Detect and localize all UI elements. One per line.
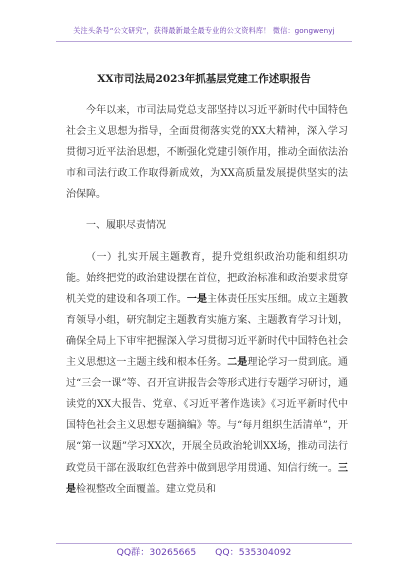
emphasis-label: 一是 <box>186 293 208 305</box>
footer-contact <box>0 544 408 558</box>
body-paragraph <box>66 247 348 500</box>
document-title: XX市司法局2023年抓基层党建工作述职报告 <box>97 73 311 85</box>
section-heading: 一、履职尽责情况 <box>86 220 166 232</box>
qq-group-number: QQ群：30265665 <box>116 547 197 558</box>
paragraph-text: （一）扎实开展主题教育，提升党组织政治功能和组织功能。始终把党的政治建设摆在首位，把政治标准和政治要求贯穿机关党的建设和各项工作。 <box>66 251 348 305</box>
qq-number: QQ：535304092 <box>215 547 292 558</box>
header-promo-note: 关注头条号“公文研究”，获得最新最全最专业的公文资料库！ 微信：gongwenyj <box>73 26 335 35</box>
header-divider <box>56 41 352 42</box>
paragraph-text: 主体责任压实压细。成立主题教育领导小组，研究制定主题教育实施方案、主题教育学习计划，确保全局上下审牢把握深入学习贯彻习近平新时代中国特色社会主义思想这一主题主线和根本任务。 <box>66 293 349 369</box>
emphasis-label: 三是 <box>66 462 348 495</box>
paragraph-text: 理论学习一贯到底。通过“三会一课”等、召开宣讲报告会等形式进行专题学习研讨，通读党的XX大报告、党章、《习近平著作选读》《习近平新时代中国特色社会主义思想专题摘编》等。与“每月组织生活清单”，开展“第一议题”学习XX次，开展全员政治轮训XX场，推动司法行政党员干部在汲取红色营养中做到思学用贯通、知信行统一。 <box>66 357 349 474</box>
document-body <box>66 100 348 500</box>
intro-paragraph: 今年以来，市司法局党总支部坚持以习近平新时代中国特色社会主义思想为指导，全面贯彻落实党的XX大精神，深入学习贯彻习近平法治思想，不断强化党建引领作用，推动全面依法治市和司法行政工作取得新成效，为XX高质量发展提供坚实的法治保障。 <box>66 105 348 201</box>
emphasis-label: 二是 <box>227 357 248 369</box>
paragraph-text: 检视整改全面覆盖。建立党员和 <box>76 483 216 495</box>
